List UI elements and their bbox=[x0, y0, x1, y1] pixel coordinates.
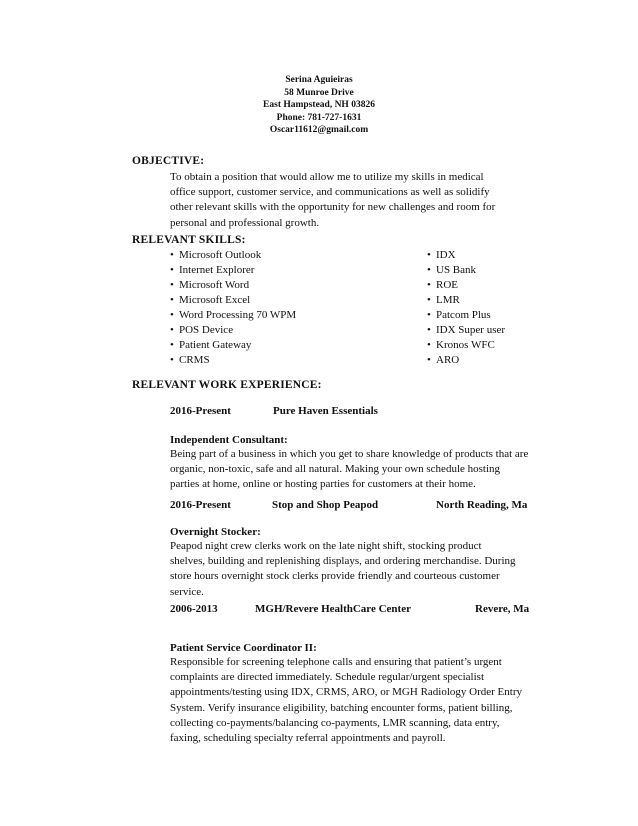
objective-line: To obtain a position that would allow me to utilize my skills in medical bbox=[170, 171, 484, 183]
skill-item: • Word Processing 70 WPM bbox=[170, 309, 297, 321]
job-dates: 2006-2013 bbox=[170, 603, 218, 615]
job-description bbox=[170, 539, 560, 600]
description-line: complaints are directed immediately. Schedule regular/urgent specialist bbox=[170, 671, 484, 684]
bullet-icon: • bbox=[427, 309, 431, 321]
job-description bbox=[170, 655, 560, 746]
description-line: System. Verify insurance eligibility, batching encounter forms, patient billing, bbox=[170, 701, 513, 714]
description-line: collecting co-payments/balancing co-payments, LMR scanning, data entry, bbox=[170, 716, 500, 729]
description-line: appointments/testing using IDX, CRMS, ARO, or MGH Radiology Order Entry bbox=[170, 686, 522, 699]
city-state-zip: East Hampstead, NH 03826 bbox=[263, 100, 375, 110]
bullet-icon: • bbox=[427, 354, 431, 366]
skill-item: • IDX bbox=[427, 249, 456, 261]
objective-heading: OBJECTIVE: bbox=[132, 155, 205, 167]
skill-item: • ARO bbox=[427, 354, 460, 366]
objective-line: office support, customer service, and communications as well as solidify bbox=[170, 186, 490, 199]
bullet-icon: • bbox=[170, 309, 174, 321]
job-dates: 2016-Present bbox=[170, 499, 231, 511]
job-title: Patient Service Coordinator II: bbox=[170, 642, 317, 654]
description-line: faxing, scheduling specialty referral appointments and payroll. bbox=[170, 732, 446, 745]
description-line: organic, non-toxic, safe and all natural. Making your own schedule hosting bbox=[170, 463, 501, 476]
bullet-icon: • bbox=[170, 354, 174, 366]
job-title: Independent Consultant: bbox=[170, 434, 288, 446]
description-line: store hours overnight stock clerks provide friendly and courteous customer bbox=[170, 570, 500, 583]
skill-item: • POS Device bbox=[170, 324, 234, 336]
description-line: parties at home, online or hosting parties for customers at their home. bbox=[170, 478, 476, 491]
skill-item: • CRMS bbox=[170, 354, 210, 366]
skill-item: • Kronos WFC bbox=[427, 339, 495, 351]
bullet-icon: • bbox=[170, 294, 174, 306]
job-location: Revere, Ma bbox=[475, 603, 530, 615]
description-line: Peapod night crew clerks work on the late night shift, stocking product bbox=[170, 540, 482, 552]
skill-item: • ROE bbox=[427, 279, 458, 291]
skills-list-left bbox=[170, 248, 296, 368]
job-employer: Stop and Shop Peapod bbox=[272, 499, 379, 511]
phone-number: Phone: 781-727-1631 bbox=[276, 112, 362, 123]
bullet-icon: • bbox=[427, 279, 431, 291]
job-description bbox=[170, 447, 560, 493]
job-dates: 2016-Present bbox=[170, 405, 231, 417]
contact-header bbox=[0, 74, 638, 137]
experience-heading: RELEVANT WORK EXPERIENCE: bbox=[132, 379, 322, 391]
description-line: shelves, building and replenishing displays, and ordering merchandise. During bbox=[170, 555, 516, 568]
bullet-icon: • bbox=[170, 249, 174, 261]
bullet-icon: • bbox=[170, 339, 174, 351]
bullet-icon: • bbox=[427, 324, 431, 336]
description-line: Being part of a business in which you get to share knowledge of products that are bbox=[170, 448, 529, 460]
description-line: service. bbox=[170, 585, 204, 598]
bullet-icon: • bbox=[427, 339, 431, 351]
skill-item: • US Bank bbox=[427, 264, 477, 276]
skill-item: • IDX Super user bbox=[427, 324, 506, 336]
street-address: 58 Munroe Drive bbox=[284, 87, 354, 98]
job-title: Overnight Stocker: bbox=[170, 526, 261, 538]
applicant-name: Serina Aguieiras bbox=[285, 75, 353, 85]
job-header bbox=[170, 405, 540, 419]
skill-item: • Patient Gateway bbox=[170, 339, 252, 351]
description-line: Responsible for screening telephone calls and ensuring that patient’s urgent bbox=[170, 656, 502, 668]
skills-list-right bbox=[427, 248, 505, 368]
skill-item: • LMR bbox=[427, 294, 460, 306]
job-employer: Pure Haven Essentials bbox=[273, 405, 378, 417]
skill-item: • Internet Explorer bbox=[170, 264, 255, 276]
skill-item: • Microsoft Word bbox=[170, 279, 250, 291]
objective-line: personal and professional growth. bbox=[170, 216, 320, 229]
bullet-icon: • bbox=[170, 279, 174, 291]
job-employer: MGH/Revere HealthCare Center bbox=[255, 603, 411, 615]
skill-item: • Microsoft Outlook bbox=[170, 249, 262, 261]
skill-item: • Patcom Plus bbox=[427, 309, 491, 321]
job-header bbox=[170, 499, 540, 513]
bullet-icon: • bbox=[427, 249, 431, 261]
objective-line: other relevant skills with the opportunity for new challenges and room for bbox=[170, 201, 496, 214]
job-location: North Reading, Ma bbox=[436, 499, 528, 511]
skill-item: • Microsoft Excel bbox=[170, 294, 251, 306]
bullet-icon: • bbox=[170, 264, 174, 276]
objective-text bbox=[170, 170, 560, 231]
job-header bbox=[170, 603, 540, 617]
email-address: Oscar11612@gmail.com bbox=[269, 125, 369, 135]
bullet-icon: • bbox=[427, 264, 431, 276]
skills-heading: RELEVANT SKILLS: bbox=[132, 234, 246, 246]
bullet-icon: • bbox=[170, 324, 174, 336]
bullet-icon: • bbox=[427, 294, 431, 306]
